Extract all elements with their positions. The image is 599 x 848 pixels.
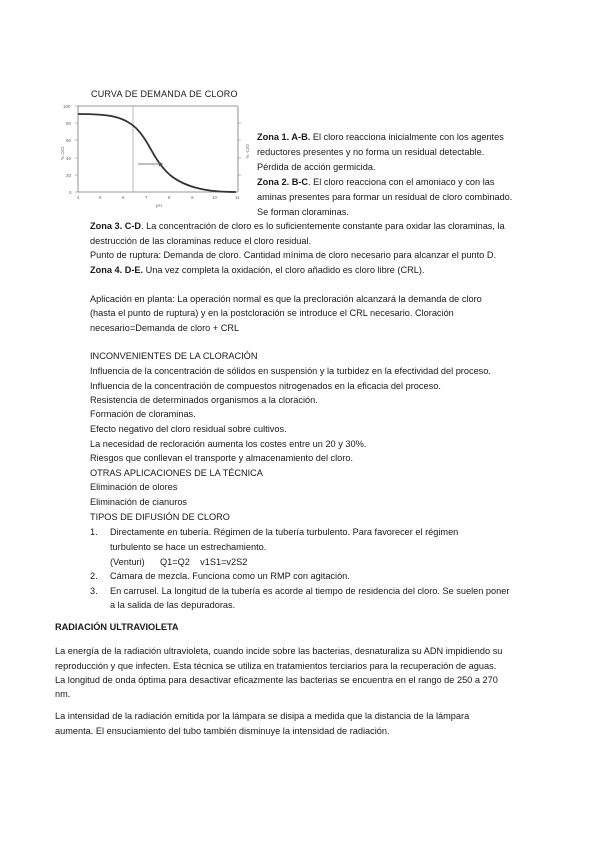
demand-curve-line xyxy=(78,114,236,192)
x-axis-label: pH xyxy=(156,203,162,208)
zone1-title: Zona 1. A-B. xyxy=(257,132,311,142)
y-tick-label: 80 xyxy=(66,121,72,126)
x-tick-label: 5 xyxy=(99,195,102,200)
zone1-line2: reductores presentes y no forma un residual detectable. xyxy=(257,147,485,157)
inconveniente-item: Formación de cloraminas. xyxy=(90,409,196,419)
list-number: 1. xyxy=(90,527,98,537)
inconveniente-item: La necesidad de recloración aumenta los costes entre un 20 y 30%. xyxy=(90,439,367,449)
application-line3: necesario=Demanda de cloro + CRL xyxy=(90,323,240,333)
zone2-line3: Se forman cloraminas. xyxy=(257,207,349,217)
chlorine-demand-curve-figure xyxy=(58,100,250,215)
zone2-title: Zona 2. B-C xyxy=(257,177,309,187)
y-tick-label: 40 xyxy=(66,156,72,161)
zone3-title: Zona 3. C-D xyxy=(90,221,142,231)
inconveniente-item: Riesgos que conllevan el transporte y almacenamiento del cloro. xyxy=(90,453,354,463)
uv-heading: RADIACIÓN ULTRAVIOLETA xyxy=(55,622,179,632)
rupture-point-line: Punto de ruptura: Demanda de cloro. Cantidad mínima de cloro necesario para alcanzar el punto D. xyxy=(90,250,497,260)
y-axis-right-label: OCl- % xyxy=(245,144,250,159)
inconveniente-item: Influencia de la concentración de compuestos nitrogenados en la eficacia del proceso. xyxy=(90,381,441,391)
y-axis-left-label: % OCI xyxy=(60,146,65,160)
otras-item: Eliminación de cianuros xyxy=(90,497,188,507)
zone1-line3: Pérdida de acción germicida. xyxy=(257,162,376,172)
zone2-line1 xyxy=(257,176,494,188)
tipo1-line3: (Venturi) Q1=Q2 v1S1=v2S2 xyxy=(110,557,248,567)
x-tick-label: 9 xyxy=(191,195,194,200)
tipo3-line1: En carrusel. La longitud de la tubería es acorde al tiempo de residencia del cloro. Se suelen poner xyxy=(110,586,510,596)
uv-p2-line2: aumenta. El ensuciamiento del tubo también disminuye la intensidad de radiación. xyxy=(55,726,390,736)
uv-p1-line4: nm. xyxy=(55,689,71,699)
zone1-text: El cloro reacciona inicialmente con los agentes xyxy=(310,132,504,142)
application-line2: (hasta el punto de ruptura) y en la postcloración se introduce el CRL necesario. Cloración xyxy=(90,308,454,318)
tipo1-line1: Directamente en tubería. Régimen de la tubería turbulento. Para favorecer el régimen xyxy=(110,527,459,537)
zone4-line xyxy=(90,264,424,276)
x-tick-label: 7 xyxy=(145,195,148,200)
zone2-text: . El cloro reacciona con el amoniaco y con las xyxy=(308,177,495,187)
application-line1: Aplicación en planta: La operación normal es que la precloración alcanzará la demanda de cloro xyxy=(90,294,482,304)
uv-p1-line3: La longitud de onda óptima para desactivar eficazmente las bacterias se encuentra en el rango de 250 a 270 xyxy=(55,675,498,685)
x-tick-label: 11 xyxy=(235,195,240,200)
zone4-title: Zona 4. D-E. xyxy=(90,265,144,275)
uv-p1-line2: reproducción y que infecten. Esta técnica se utiliza en tratamientos terciarios para la recuperación de aguas. xyxy=(55,661,497,671)
zone2-line2: aminas presentes para formar un residual de cloro combinado. xyxy=(257,192,513,202)
x-tick-label: 6 xyxy=(122,195,125,200)
y-tick-label: 20 xyxy=(66,173,72,178)
inconveniente-item: Efecto negativo del cloro residual sobre cultivos. xyxy=(90,424,287,434)
x-tick-label: 8 xyxy=(168,195,171,200)
figure-title: CURVA DE DEMANDA DE CLORO xyxy=(91,89,238,99)
y-ticks xyxy=(75,106,241,192)
x-tick-label: 4 xyxy=(77,195,80,200)
zone3-text: . La concentración de cloro es lo suficientemente constante para oxidar las cloraminas, la xyxy=(141,221,505,231)
tipos-difusion-heading: TIPOS DE DIFUSIÓN DE CLORO xyxy=(90,512,230,522)
tipo2-line1: Cámara de mezcla. Funciona como un RMP con agitación. xyxy=(110,571,350,581)
zone4-text: Una vez completa la oxidación, el cloro añadido es cloro libre (CRL). xyxy=(143,265,425,275)
inconvenientes-heading: INCONVENIENTES DE LA CLORACIÓN xyxy=(90,351,258,361)
uv-p1-line1: La energía de la radiación ultravioleta, cuando incide sobre las bacterias, desnaturaliza su ADN impidiendo su xyxy=(55,646,503,656)
otras-item: Eliminación de olores xyxy=(90,482,178,492)
zone1-line1 xyxy=(257,131,504,143)
inconveniente-item: Influencia de la concentración de sólidos en suspensión y la turbidez en la efectividad del proceso. xyxy=(90,366,491,376)
y-tick-label: 100 xyxy=(63,104,71,109)
y-tick-label: 60 xyxy=(66,138,72,143)
x-tick-label: 10 xyxy=(212,195,218,200)
x-tick-labels xyxy=(77,195,240,200)
tipo3-line2: a la salida de las depuradoras. xyxy=(110,600,236,610)
uv-p2-line1: La intensidad de la radiación emitida por la lámpara se disipa a medida que la distancia de la lámpara xyxy=(55,711,470,721)
list-number: 3. xyxy=(90,586,98,596)
tipo1-line2: turbulento se hace un estrechamiento. xyxy=(110,542,267,552)
list-number: 2. xyxy=(90,571,98,581)
zone3-line2: destrucción de las cloraminas reduce el cloro residual. xyxy=(90,236,312,246)
otras-aplicaciones-heading: OTRAS APLICACIONES DE LA TÉCNICA xyxy=(90,468,263,478)
inconveniente-item: Resistencia de determinados organismos a la cloración. xyxy=(90,395,318,405)
y-tick-label: 0 xyxy=(69,190,72,195)
zone3-line1 xyxy=(90,220,505,232)
